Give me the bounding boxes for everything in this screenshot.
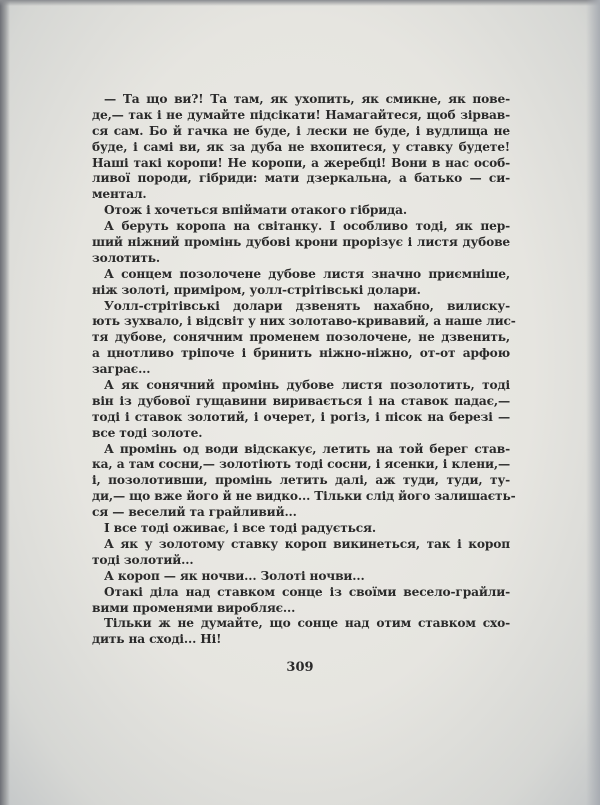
paragraph bbox=[92, 441, 516, 521]
text-line: і, позолотивши, промінь летить далі, аж туди, туди, ту- bbox=[92, 473, 510, 488]
text-line: дить на сході... Ні! bbox=[92, 632, 222, 647]
text-line: вими променями виробляє... bbox=[92, 600, 296, 615]
paragraph bbox=[92, 378, 510, 442]
paragraph bbox=[92, 219, 510, 267]
page-edge-shadow bbox=[0, 0, 600, 6]
text-line: тоді золотий... bbox=[92, 552, 194, 567]
text-line: А короп — як ночви... Золоті ночви... bbox=[104, 568, 365, 583]
paragraph bbox=[92, 585, 510, 617]
text-line: все тоді золоте. bbox=[92, 425, 203, 440]
text-line: тя дубове, сонячним променем позолочене, не дзвенить, bbox=[92, 330, 510, 345]
text-line: А сонцем позолочене дубове листя значно приємніше, bbox=[104, 266, 510, 281]
paragraph bbox=[92, 616, 510, 648]
paragraph bbox=[92, 203, 510, 219]
text-line: І все тоді оживає, і все тоді радується. bbox=[104, 521, 376, 536]
text-line: ший ніжний промінь дубові крони прорізує і листя дубове bbox=[92, 235, 510, 250]
text-line: А беруть коропа на світанку. І особливо тоді, як пер- bbox=[104, 219, 510, 234]
paragraph bbox=[92, 298, 516, 378]
page-edge-shadow bbox=[586, 0, 600, 805]
text-line: буде, і самі ви, як за дуба не вхопитеся, у ставку будете! bbox=[92, 139, 510, 154]
page-number: 309 bbox=[286, 660, 314, 675]
page-edge-shadow bbox=[0, 0, 10, 805]
body-text bbox=[92, 92, 516, 648]
text-line: — Та що ви?! Та там, як ухопить, як смикне, як пове- bbox=[104, 92, 510, 106]
text-line: заграє... bbox=[92, 362, 151, 377]
text-line: ніж золоті, приміром, уолл-стрітівські долари. bbox=[92, 282, 421, 297]
text-line: ка, а там сосни,— золотіють тоді сосни, і ясенки, і клени,— bbox=[92, 457, 510, 472]
paragraph bbox=[92, 521, 510, 537]
text-line: Отож і хочеться впіймати отакого гібрида. bbox=[104, 203, 407, 218]
paragraph bbox=[92, 569, 510, 585]
paragraph bbox=[92, 92, 510, 203]
text-line: ливої породи, гібриди: мати дзеркальна, а батько — си- bbox=[92, 171, 510, 186]
text-line: А як у золотому ставку короп викинеться, так і короп bbox=[104, 536, 510, 551]
text-line: тоді і ставок золотий, і очерет, і рогіз, і пісок на березі — bbox=[92, 409, 510, 424]
text-line: ди,— що вже його й не видко... Тільки слід його залишаєть- bbox=[92, 489, 516, 504]
text-line: золотить. bbox=[92, 250, 160, 265]
text-line: А промінь од води відскакує, летить на той берег став- bbox=[104, 441, 510, 456]
text-line: ють зухвало, і відсвіт у них золотаво-кривавий, а наше лис- bbox=[92, 314, 516, 329]
text-line: ся сам. Бо й гачка не буде, і лески не буде, і вудлища не bbox=[92, 123, 510, 138]
text-line: Отакі діла над ставком сонце із своїми весело-грайли- bbox=[104, 584, 510, 599]
text-line: ментал. bbox=[92, 187, 147, 202]
paragraph bbox=[92, 267, 510, 299]
text-line: а цнотливо тріпоче і бринить ніжно-ніжно, от-от арфою bbox=[92, 346, 510, 361]
text-line: А як сонячний промінь дубове листя позолотить, тоді bbox=[104, 378, 510, 393]
text-line: він із дубової гущавини виривається і на ставок падає,— bbox=[92, 393, 510, 408]
text-line: Наші такі коропи! Не коропи, а жеребці! Вони в нас особ- bbox=[92, 155, 510, 170]
text-line: де,— так і не думайте підсікати! Намагайтеся, щоб зірвав- bbox=[92, 107, 510, 122]
paragraph bbox=[92, 537, 510, 569]
text-line: ся — веселий та грайливий... bbox=[92, 505, 297, 520]
text-line: Тільки ж не думайте, що сонце над отим ставком схо- bbox=[104, 616, 510, 631]
text-line: Уолл-стрітівські долари дзвенять нахабно, вилиску- bbox=[104, 298, 510, 313]
